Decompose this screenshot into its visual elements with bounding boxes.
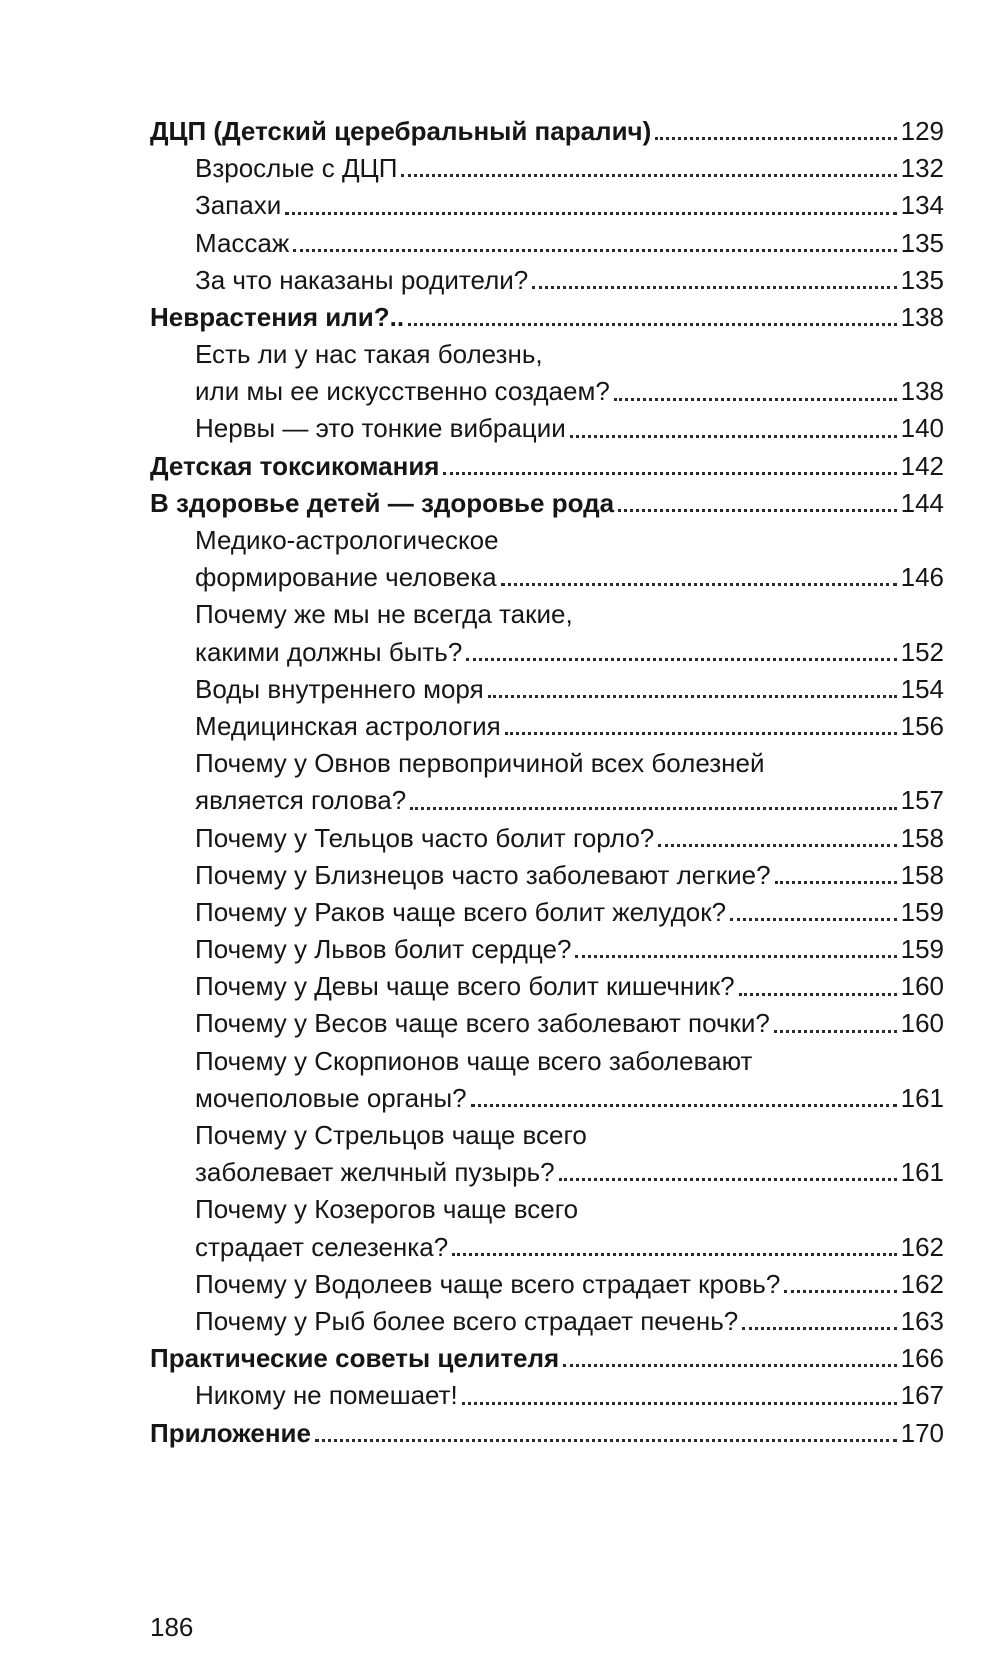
dot-leader — [462, 1402, 897, 1405]
toc-title: мочеполовые органы? — [195, 1082, 467, 1113]
toc-title: Почему у Рыб более всего страдает печень? — [195, 1305, 739, 1336]
toc-subsection — [150, 1191, 944, 1265]
toc-page-number: 158 — [900, 822, 944, 853]
toc-page-number: 160 — [900, 971, 944, 1002]
toc-subsection — [150, 708, 944, 745]
toc-subsection — [150, 596, 944, 670]
toc-title-line: Медико-астрологическое — [195, 525, 499, 556]
toc-title: Нервы — это тонкие вибрации — [195, 413, 566, 444]
dot-leader — [443, 472, 896, 475]
dot-leader — [784, 1290, 896, 1293]
toc-subsection — [150, 857, 944, 894]
toc-subsection — [150, 931, 944, 968]
dot-leader — [452, 1253, 896, 1256]
toc-page-number: 140 — [900, 413, 944, 444]
toc-title: Массаж — [195, 227, 290, 258]
toc-page-number: 158 — [900, 859, 944, 890]
toc-section — [150, 299, 944, 336]
toc-title: Запахи — [195, 190, 282, 221]
toc-page-number: 167 — [900, 1380, 944, 1411]
toc-page-number: 138 — [900, 376, 944, 407]
toc-title: Детская токсикомания — [150, 450, 440, 481]
toc-subsection — [150, 411, 944, 448]
dot-leader — [774, 1030, 897, 1033]
toc-page-number: 129 — [900, 115, 944, 146]
toc-page-number: 166 — [900, 1343, 944, 1374]
dot-leader — [730, 918, 897, 921]
toc-section — [150, 113, 944, 150]
dot-leader — [614, 398, 897, 401]
table-of-contents — [150, 113, 944, 1452]
toc-section — [150, 448, 944, 485]
dot-leader — [408, 323, 897, 326]
toc-page-number: 144 — [900, 487, 944, 518]
toc-subsection — [150, 894, 944, 931]
toc-title: Почему у Девы чаще всего болит кишечник? — [195, 971, 735, 1002]
toc-title: формирование человека — [195, 562, 497, 593]
toc-title: Почему у Раков чаще всего болит желудок? — [195, 896, 727, 927]
toc-page-number: 161 — [900, 1082, 944, 1113]
toc-page-number: 135 — [900, 264, 944, 295]
toc-page-number: 152 — [900, 636, 944, 667]
toc-title: В здоровье детей — здоровье рода — [150, 487, 615, 518]
toc-title: Почему у Близнецов часто заболевают легкие? — [195, 859, 771, 890]
toc-title-line: Почему же мы не всегда такие, — [195, 599, 573, 630]
toc-title: Практические советы целителя — [150, 1343, 560, 1374]
dot-leader — [563, 1364, 896, 1367]
toc-title: Почему у Тельцов часто болит горло? — [195, 822, 655, 853]
toc-page-number: 162 — [900, 1268, 944, 1299]
dot-leader — [532, 286, 896, 289]
toc-title: За что наказаны родители? — [195, 264, 529, 295]
toc-title: или мы ее искусственно создаем? — [195, 376, 610, 407]
toc-subsection — [150, 336, 944, 410]
toc-subsection — [150, 1377, 944, 1414]
toc-section — [150, 1340, 944, 1377]
toc-subsection — [150, 187, 944, 224]
toc-page-number: 132 — [900, 153, 944, 184]
toc-title: Никому не помешает! — [195, 1380, 458, 1411]
toc-page-number: 135 — [900, 227, 944, 258]
dot-leader — [501, 583, 897, 586]
toc-subsection — [150, 671, 944, 708]
toc-page-number: 146 — [900, 562, 944, 593]
toc-title: Приложение — [150, 1417, 311, 1448]
toc-subsection — [150, 262, 944, 299]
toc-title: Почему у Весов чаще всего заболевают почки? — [195, 1008, 770, 1039]
toc-page-number: 159 — [900, 934, 944, 965]
toc-title-line: Почему у Овнов первопричиной всех болезней — [195, 748, 765, 779]
dot-leader — [466, 658, 896, 661]
toc-title: Почему у Львов болит сердце? — [195, 934, 572, 965]
toc-title-line: Почему у Стрельцов чаще всего — [195, 1120, 587, 1151]
toc-page-number: 156 — [900, 710, 944, 741]
dot-leader — [488, 695, 897, 698]
dot-leader — [293, 249, 896, 252]
dot-leader — [655, 137, 896, 140]
toc-page-number: 138 — [900, 301, 944, 332]
toc-page-number: 157 — [900, 785, 944, 816]
toc-subsection — [150, 1006, 944, 1043]
dot-leader — [315, 1439, 897, 1442]
dot-leader — [618, 509, 897, 512]
toc-page-number: 134 — [900, 190, 944, 221]
toc-title-line: Почему у Козерогов чаще всего — [195, 1194, 579, 1225]
toc-title: является голова? — [195, 785, 407, 816]
dot-leader — [285, 212, 896, 215]
toc-subsection — [150, 1303, 944, 1340]
toc-subsection — [150, 1043, 944, 1117]
dot-leader — [575, 955, 896, 958]
dot-leader — [742, 1327, 896, 1330]
toc-page-number: 154 — [900, 673, 944, 704]
toc-subsection — [150, 225, 944, 262]
dot-leader — [570, 435, 897, 438]
toc-page-number: 162 — [900, 1231, 944, 1262]
toc-title: Взрослые с ДЦП — [195, 153, 398, 184]
toc-title: страдает селезенка? — [195, 1231, 449, 1262]
dot-leader — [471, 1104, 897, 1107]
toc-subsection — [150, 150, 944, 187]
toc-title-line: Есть ли у нас такая болезнь, — [195, 339, 543, 370]
toc-subsection — [150, 1117, 944, 1191]
dot-leader — [505, 732, 897, 735]
dot-leader — [739, 993, 897, 996]
toc-subsection — [150, 1266, 944, 1303]
dot-leader — [410, 807, 896, 810]
page-number: 186 — [150, 1612, 194, 1642]
toc-page-number: 161 — [900, 1157, 944, 1188]
toc-subsection — [150, 745, 944, 819]
toc-title: ДЦП (Детский церебральный паралич) — [150, 115, 652, 146]
toc-page-number: 160 — [900, 1008, 944, 1039]
toc-page-number: 163 — [900, 1305, 944, 1336]
dot-leader — [658, 844, 896, 847]
toc-title: заболевает желчный пузырь? — [195, 1157, 555, 1188]
toc-title: Медицинская астрология — [195, 710, 501, 741]
toc-page-number: 142 — [900, 450, 944, 481]
dot-leader — [775, 881, 897, 884]
toc-subsection — [150, 522, 944, 596]
toc-title: какими должны быть? — [195, 636, 463, 667]
toc-section — [150, 1415, 944, 1452]
dot-leader — [559, 1178, 897, 1181]
toc-section — [150, 485, 944, 522]
dot-leader — [401, 174, 896, 177]
toc-title: Почему у Водолеев чаще всего страдает кровь? — [195, 1268, 781, 1299]
toc-title: Воды внутреннего моря — [195, 673, 484, 704]
toc-subsection — [150, 820, 944, 857]
toc-title: Неврастения или?.. — [150, 301, 405, 332]
toc-page-number: 159 — [900, 896, 944, 927]
toc-subsection — [150, 968, 944, 1005]
toc-page-number: 170 — [900, 1417, 944, 1448]
toc-title-line: Почему у Скорпионов чаще всего заболевают — [195, 1045, 753, 1076]
